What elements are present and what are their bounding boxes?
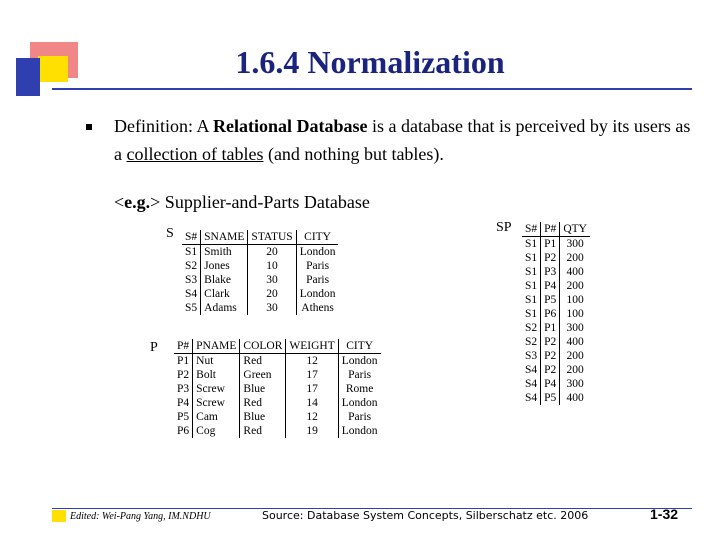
table-cell: S3: [185, 274, 198, 286]
table-cell: 100: [560, 307, 590, 321]
table-cell: Paris: [338, 368, 380, 382]
table-row: [174, 424, 381, 438]
table-cell: Smith: [201, 245, 248, 260]
table-cell: 400: [560, 391, 590, 405]
table-cell: Paris: [296, 273, 338, 287]
table-cell: 400: [560, 265, 590, 279]
table-row: [522, 293, 590, 307]
table-cell: Cog: [193, 424, 240, 438]
table-cell: P4: [541, 279, 560, 293]
table-cell: London: [296, 245, 338, 260]
column-header: QTY: [560, 222, 590, 237]
def-bold: Relational Database: [213, 116, 368, 136]
table-cell: Adams: [201, 301, 248, 315]
table-cell: Rome: [338, 382, 380, 396]
table-cell: 10: [248, 259, 296, 273]
column-header: COLOR: [240, 339, 286, 354]
table-cell: 30: [248, 273, 296, 287]
def-prefix: Definition: A: [114, 116, 213, 136]
table-cell: S1: [525, 308, 538, 320]
table-cell: London: [338, 354, 380, 369]
table-cell: Nut: [193, 354, 240, 369]
table-row: [522, 335, 590, 349]
table-row: [182, 301, 338, 315]
table-cell: P1: [541, 321, 560, 335]
table-cell: Screw: [193, 396, 240, 410]
table-cell: 20: [248, 245, 296, 260]
table-cell: P2: [541, 363, 560, 377]
table-cell: Clark: [201, 287, 248, 301]
table-cell: P5: [177, 411, 190, 423]
table-cell: 200: [560, 279, 590, 293]
table-cell: P5: [541, 391, 560, 405]
table-row: [174, 410, 381, 424]
table-cell: Blue: [240, 382, 286, 396]
table-cell: P4: [541, 377, 560, 391]
table-cell: S3: [525, 350, 538, 362]
table-cell: 300: [560, 321, 590, 335]
table-row: [174, 368, 381, 382]
table-cell: 20: [248, 287, 296, 301]
table-cell: 300: [560, 237, 590, 252]
example-line: [114, 192, 370, 213]
slide-title: 1.6.4 Normalization: [235, 44, 505, 80]
footer-yellow-square: [52, 510, 66, 522]
def-suffix: (and nothing but tables).: [263, 144, 444, 164]
table-cell: S1: [525, 252, 538, 264]
table-header-row: [522, 222, 590, 237]
table-cell: 200: [560, 349, 590, 363]
table-row: [182, 287, 338, 301]
table-row: [182, 259, 338, 273]
page-number: 1-32: [650, 506, 679, 522]
table-cell: Blue: [240, 410, 286, 424]
table-cell: London: [296, 287, 338, 301]
s-table: [182, 230, 338, 315]
table-header-row: [174, 339, 381, 354]
table-row: [522, 307, 590, 321]
table-row: [522, 377, 590, 391]
table-cell: S1: [525, 238, 538, 250]
table-cell: P5: [541, 293, 560, 307]
table-cell: P6: [541, 307, 560, 321]
table-cell: S5: [185, 302, 198, 314]
sp-table: [522, 222, 590, 405]
table-row: [522, 321, 590, 335]
table-cell: Paris: [338, 410, 380, 424]
table-row: [182, 273, 338, 287]
table-cell: P3: [541, 265, 560, 279]
table-cell: Bolt: [193, 368, 240, 382]
table-cell: London: [338, 424, 380, 438]
table-cell: Athens: [296, 301, 338, 315]
sp-table-label: SP: [496, 220, 512, 235]
column-header: S#: [182, 230, 201, 245]
table-row: [522, 237, 590, 252]
table-cell: 14: [286, 396, 338, 410]
table-cell: 400: [560, 335, 590, 349]
bullet-icon: [86, 124, 92, 130]
table-cell: 30: [248, 301, 296, 315]
column-header: P#: [541, 222, 560, 237]
def-underline: collection of tables: [126, 144, 264, 164]
table-cell: S1: [185, 246, 198, 258]
table-cell: Red: [240, 354, 286, 369]
table-cell: S2: [525, 336, 538, 348]
table-row: [522, 349, 590, 363]
column-header: CITY: [338, 339, 380, 354]
table-cell: S4: [525, 392, 538, 404]
table-cell: Cam: [193, 410, 240, 424]
table-cell: 200: [560, 363, 590, 377]
table-row: [174, 382, 381, 396]
def-mid: is a database that is perceived by its users as a: [114, 116, 691, 164]
table-cell: P1: [541, 237, 560, 252]
table-cell: 200: [560, 251, 590, 265]
table-cell: Red: [240, 396, 286, 410]
table-cell: S1: [525, 266, 538, 278]
column-header: PNAME: [193, 339, 240, 354]
eg-bold: e.g.: [124, 192, 151, 212]
table-cell: P2: [541, 335, 560, 349]
table-cell: 12: [286, 354, 338, 369]
column-header: STATUS: [248, 230, 296, 245]
table-cell: Screw: [193, 382, 240, 396]
table-cell: S4: [185, 288, 198, 300]
table-cell: 17: [286, 382, 338, 396]
table-cell: 12: [286, 410, 338, 424]
eg-suffix: > Supplier-and-Parts Database: [150, 192, 370, 212]
p-table-label: P: [150, 340, 158, 355]
table-cell: S4: [525, 364, 538, 376]
table-cell: S2: [185, 260, 198, 272]
table-cell: Jones: [201, 259, 248, 273]
table-row: [522, 265, 590, 279]
table-cell: P2: [541, 251, 560, 265]
table-cell: 300: [560, 377, 590, 391]
table-cell: P1: [177, 355, 190, 367]
table-cell: S4: [525, 378, 538, 390]
column-header: P#: [174, 339, 193, 354]
column-header: CITY: [296, 230, 338, 245]
table-cell: P3: [177, 383, 190, 395]
p-table: [174, 339, 381, 438]
table-row: [522, 391, 590, 405]
title-divider: [52, 88, 692, 90]
table-row: [522, 251, 590, 265]
footer-edited: Edited: Wei-Pang Yang, IM.NDHU: [70, 511, 211, 522]
table-cell: London: [338, 396, 380, 410]
table-cell: P2: [541, 349, 560, 363]
table-cell: P4: [177, 397, 190, 409]
column-header: S#: [522, 222, 541, 237]
table-header-row: [182, 230, 338, 245]
table-cell: S1: [525, 294, 538, 306]
table-row: [522, 363, 590, 377]
s-table-label: S: [166, 226, 174, 241]
table-cell: Paris: [296, 259, 338, 273]
table-row: [174, 396, 381, 410]
table-row: [522, 279, 590, 293]
table-cell: Blake: [201, 273, 248, 287]
table-row: [174, 354, 381, 369]
table-cell: Green: [240, 368, 286, 382]
table-cell: Red: [240, 424, 286, 438]
table-cell: P6: [177, 425, 190, 437]
table-cell: 100: [560, 293, 590, 307]
definition-text: [114, 112, 694, 168]
column-header: SNAME: [201, 230, 248, 245]
table-row: [182, 245, 338, 260]
table-cell: 17: [286, 368, 338, 382]
table-cell: 19: [286, 424, 338, 438]
eg-prefix: <: [114, 192, 125, 212]
table-cell: S2: [525, 322, 538, 334]
table-cell: P2: [177, 369, 190, 381]
column-header: WEIGHT: [286, 339, 338, 354]
footer-source: Source: Database System Concepts, Silberschatz etc. 2006: [262, 509, 589, 522]
table-cell: S1: [525, 280, 538, 292]
